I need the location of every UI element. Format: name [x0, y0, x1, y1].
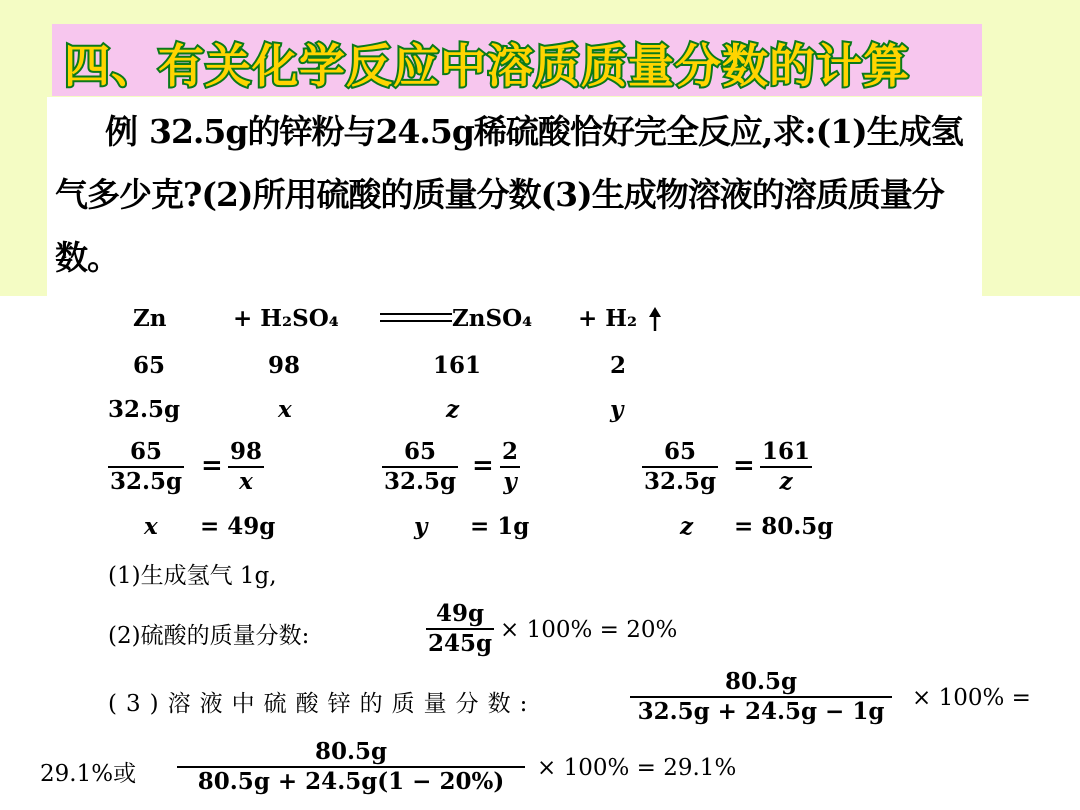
proportion-2-num2: 2 [502, 438, 519, 465]
proportion-1-right [228, 438, 264, 496]
answer-2-num: 49g [436, 600, 485, 627]
proportion-2-right [500, 438, 520, 496]
answer-3-fraction [630, 668, 892, 726]
answer-4-tail: × 100% = 29.1% [537, 755, 737, 781]
proportion-1-left [108, 438, 184, 496]
answer-2-label: (2)硫酸的质量分数: [108, 623, 310, 649]
answer-3-den: 32.5g + 24.5g − 1g [630, 696, 892, 726]
ratio-znso4: 161 [433, 352, 482, 379]
answer-2-fraction [426, 600, 494, 658]
answer-3-label: (3)溶液中硫酸锌的质量分数: [108, 691, 537, 717]
proportion-1-den2: x [228, 466, 264, 496]
answer-2-tail: × 100% = 20% [500, 617, 678, 643]
ratio-h2: 2 [610, 352, 627, 379]
result-y-val: = 1g [470, 513, 530, 540]
answer-2-den: 245g [428, 630, 493, 657]
proportion-3-left [642, 438, 718, 496]
answer-4-lead: 29.1%或 [40, 761, 137, 787]
slide-title: 四、有关化学反应中溶质质量分数的计算 [64, 39, 910, 93]
answer-4-den: 80.5g + 24.5g(1 − 20%) [177, 766, 525, 796]
given-z: z [446, 396, 460, 423]
proportion-1-num1: 65 [130, 438, 163, 465]
answer-3-tail: × 100% = [912, 685, 1031, 711]
proportion-3-den1: 32.5g [644, 468, 717, 495]
given-y: y [610, 396, 624, 423]
example-label: 例 [105, 112, 137, 151]
answer-1: (1)生成氢气 1g, [108, 563, 277, 589]
proportion-3-right [760, 438, 812, 496]
proportion-3-num2: 161 [762, 438, 811, 465]
given-x: x [278, 396, 292, 423]
eq-double-line-bottom [380, 320, 452, 322]
eq-h2: + H₂ [578, 305, 638, 332]
proportion-1-den1: 32.5g [110, 468, 183, 495]
equals-sign: = [472, 451, 494, 481]
proportion-2-left [382, 438, 458, 496]
ratio-h2so4: 98 [268, 352, 301, 379]
gas-up-arrow-icon [646, 306, 664, 332]
problem-statement [55, 100, 975, 289]
result-y-var: y [414, 513, 428, 540]
proportion-2-den2: y [500, 466, 520, 496]
ratio-zn: 65 [133, 352, 166, 379]
proportion-1-num2: 98 [230, 438, 263, 465]
answer-4-num: 80.5g [314, 738, 388, 765]
proportion-2-num1: 65 [404, 438, 437, 465]
answer-3-num: 80.5g [724, 668, 798, 695]
result-x-val: = 49g [200, 513, 276, 540]
eq-h2so4: + H₂SO₄ [233, 305, 339, 332]
eq-double-line-top [380, 313, 452, 315]
proportion-3-num1: 65 [664, 438, 697, 465]
equals-sign: = [733, 451, 755, 481]
given-zn: 32.5g [108, 396, 181, 423]
answer-4-fraction [177, 738, 525, 796]
proportion-3-den2: z [760, 466, 812, 496]
equals-sign: = [201, 451, 223, 481]
problem-body: 32.5g的锌粉与24.5g稀硫酸恰好完全反应,求:(1)生成氢气多少克?(2)所用硫酸的质量分数(3)生成物溶液的溶质质量分数。 [55, 112, 963, 277]
result-z-var: z [680, 513, 694, 540]
proportion-2-den1: 32.5g [384, 468, 457, 495]
eq-zn: Zn [133, 305, 167, 332]
eq-znso4: ZnSO₄ [452, 305, 533, 332]
result-x-var: x [144, 513, 158, 540]
result-z-val: = 80.5g [734, 513, 834, 540]
